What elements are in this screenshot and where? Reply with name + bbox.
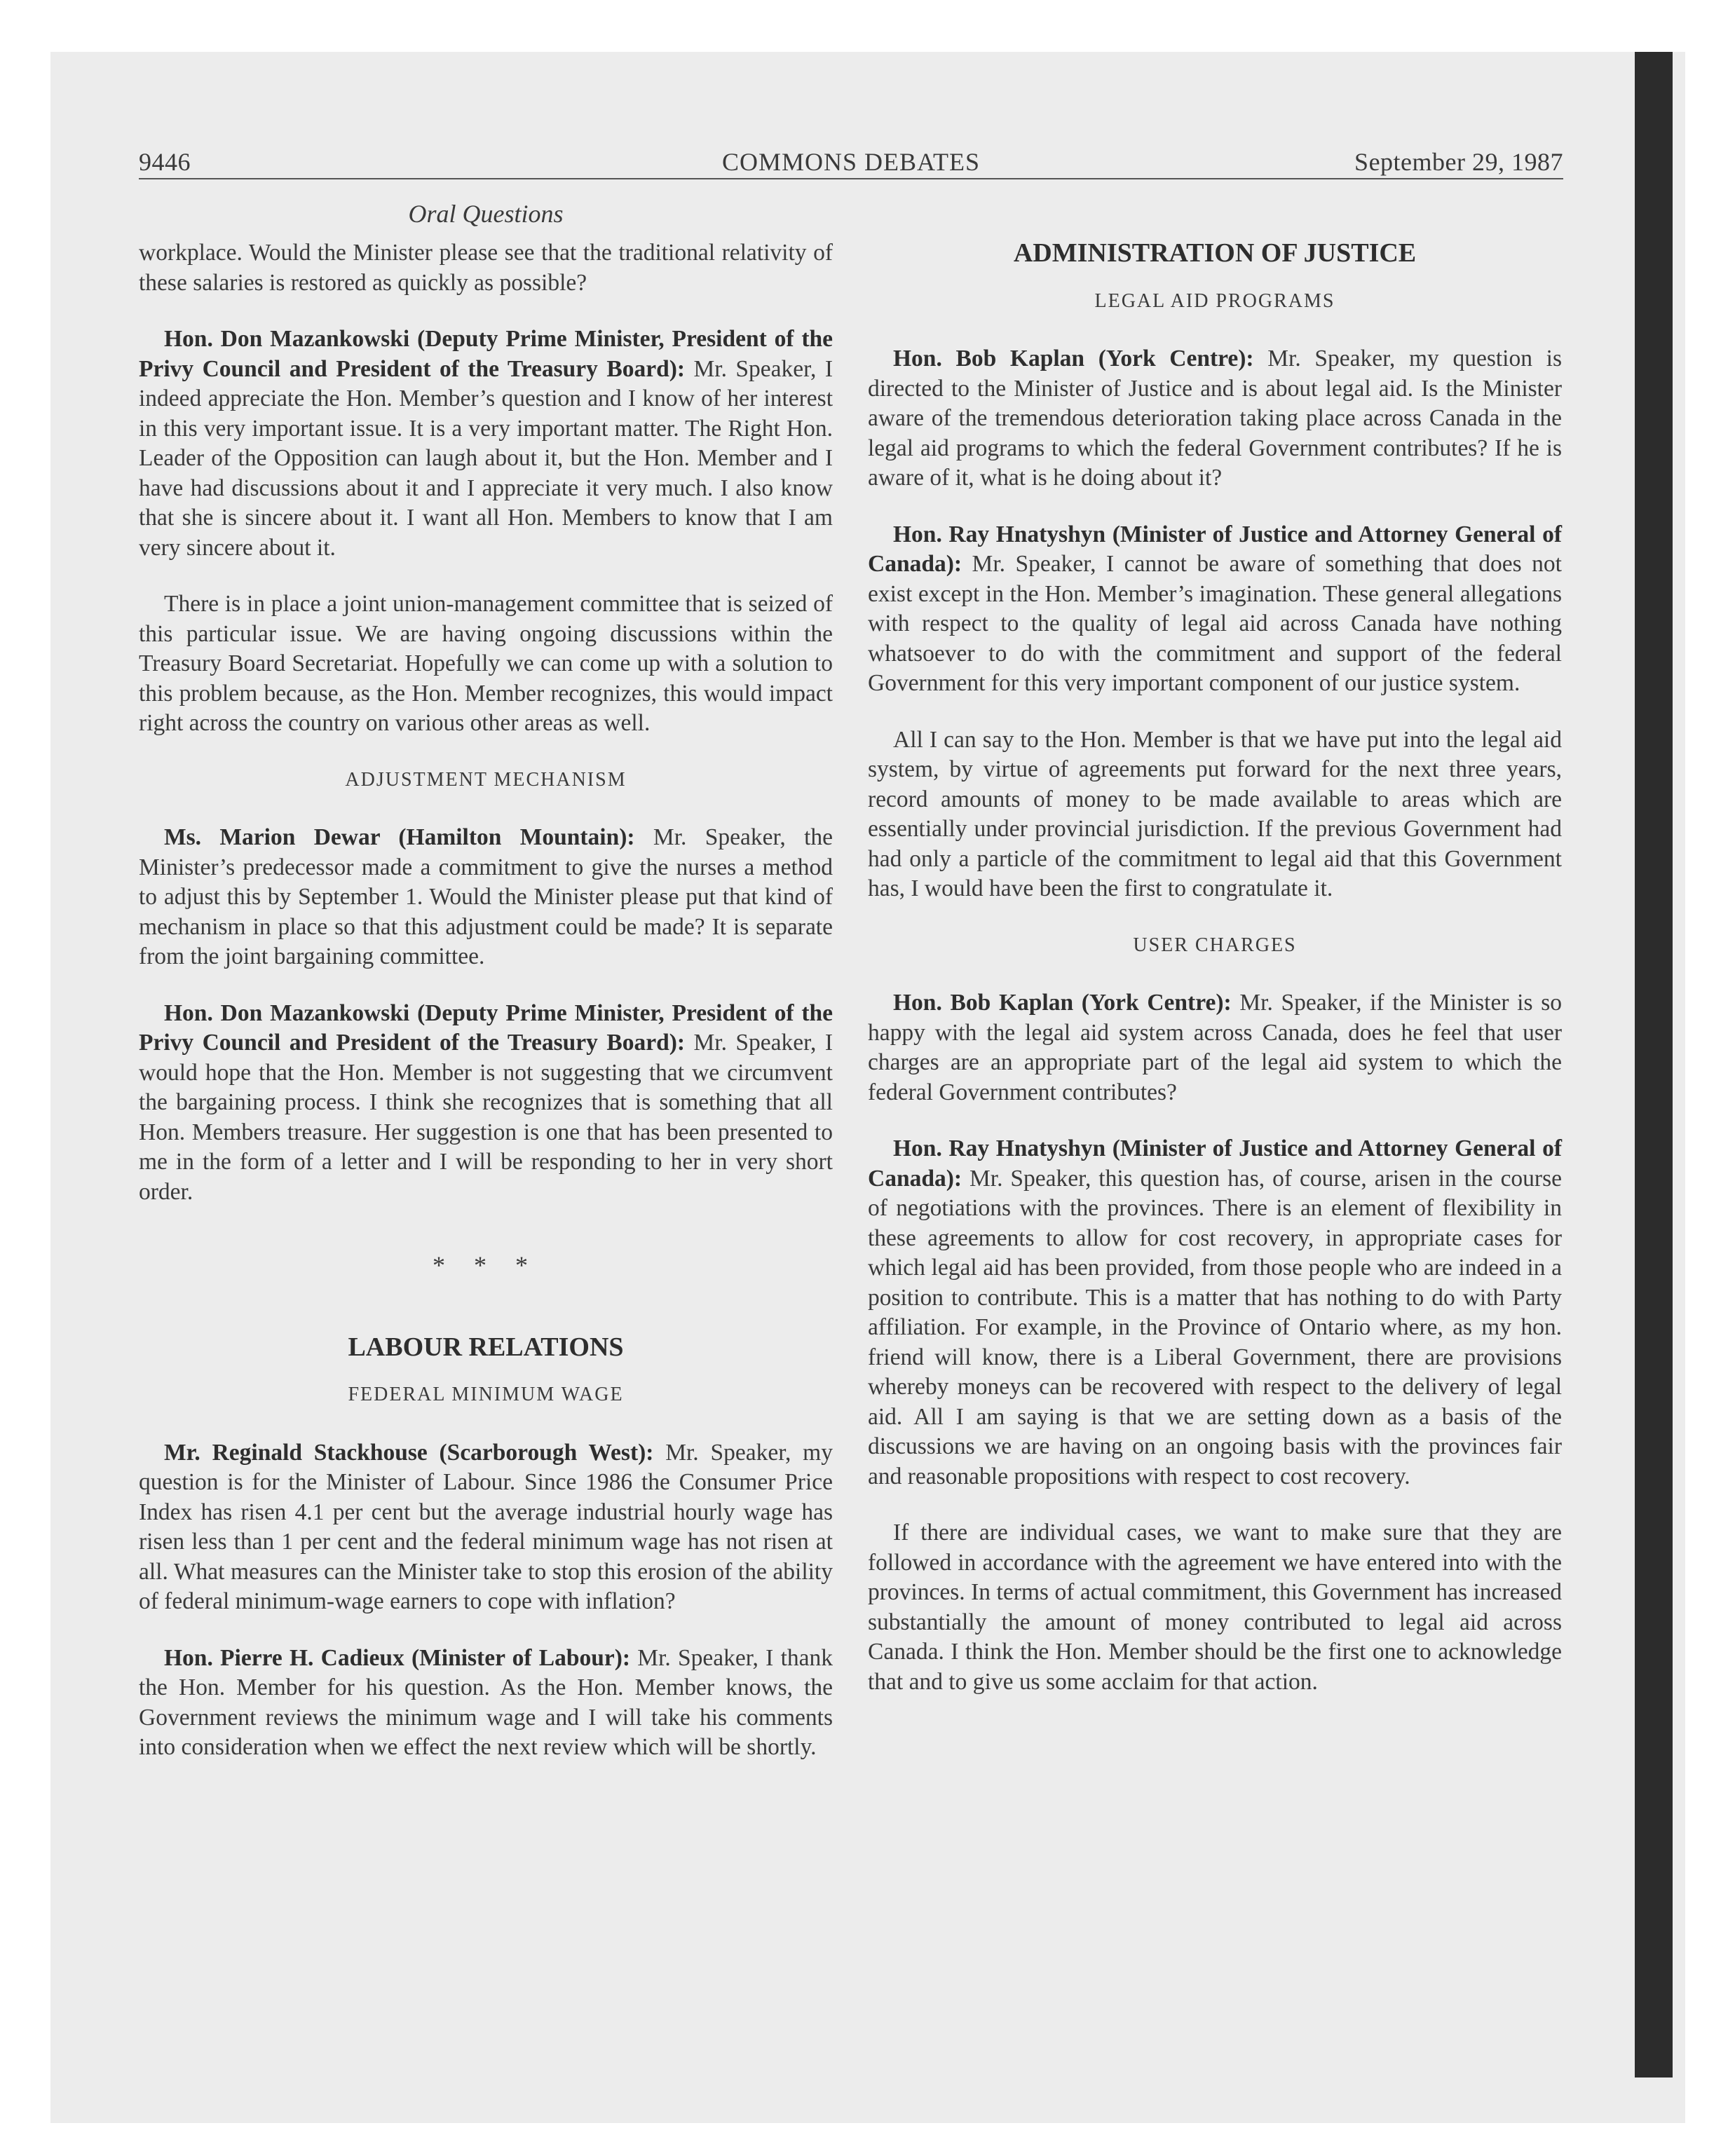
running-header	[139, 147, 1563, 182]
page-number: 9446	[139, 148, 191, 176]
publication-date: September 29, 1987	[1354, 148, 1563, 176]
publication-title: COMMONS DEBATES	[721, 148, 981, 176]
speaker: Hon. Don Mazankowski (Deputy Prime Minister, President of the Privy Council and President of the Treasury Board):	[139, 999, 833, 1056]
paragraph: Hon. Don Mazankowski (Deputy Prime Minister, President of the Privy Council and President of the Treasury Board): Mr. Speaker, I would hope that the Hon. Member is not suggesting that we circumvent the bargaining process. I think she recognizes that is something that all Hon. Members treasure. Her suggestion is one that has been presented to me in the form of a letter and I will be responding to her in very short order.	[139, 999, 833, 1205]
paragraph: Hon. Ray Hnatyshyn (Minister of Justice and Attorney General of Canada): Mr. Speaker, this question has, of course, arisen in the course of negotiations with the provinces. There is an element of flexibility in these agreements to allow for cost recovery, in appropriate cases for which legal aid has been provided, from those people who are indeed in a position to contribute. This is a matter that has nothing to do with Party affiliation. For example, in the Province of Ontario where, as my hon. friend will know, there is a Liberal Government, there are provisions whereby moneys can be recovered with respect to the delivery of legal aid. All I am saying is that we are setting down as a basis of the discussions we are having on an ongoing basis with the provinces fair and reasonable propositions with respect to cost recovery.	[868, 1135, 1562, 1489]
scan-edge-bar	[1635, 52, 1673, 2077]
paragraph: There is in place a joint union-management committee that is seized of this particular issue. We are having ongoing discussions within the Treasury Board Secretariat. Hopefully we can come up with a solution to this problem because, as the Hon. Member recognizes, this would impact right across the country on various other areas as well.	[139, 591, 833, 736]
left-column	[139, 238, 833, 1789]
section-label: Oral Questions	[408, 200, 564, 228]
section-separator: * * *	[433, 1251, 539, 1279]
speaker: Hon. Ray Hnatyshyn (Minister of Justice and Attorney General of Canada):	[868, 1135, 1562, 1192]
section-heading: ADMINISTRATION OF JUSTICE	[1013, 238, 1417, 268]
speaker: Hon. Bob Kaplan (York Centre):	[893, 990, 1232, 1016]
paragraph: Ms. Marion Dewar (Hamilton Mountain): Mr. Speaker, the Minister’s predecessor made a commitment to give the nurses a method to adjust this by September 1. Would the Minister please put that kind of mechanism in place so that this adjustment could be made? It is separate from the joint bargaining committee.	[139, 824, 833, 969]
paragraph: Hon. Ray Hnatyshyn (Minister of Justice and Attorney General of Canada): Mr. Speaker, I cannot be aware of something that does not exist except in the Hon. Member’s imagination. These general allegations with respect to the quality of legal aid across Canada have nothing whatsoever to do with the commitment and support of the federal Government for this very important component of our justice system.	[868, 521, 1562, 696]
speaker: Ms. Marion Dewar (Hamilton Mountain):	[164, 824, 635, 850]
right-column	[868, 238, 1562, 1724]
paragraph: workplace. Would the Minister please see that the traditional relativity of these salaries is restored as quickly as possible?	[139, 240, 833, 296]
paragraph: All I can say to the Hon. Member is that we have put into the legal aid system, by virtue of agreements put forward for the next three years, record amounts of money to be made available to areas which are essentially under provincial jurisdiction. If the previous Government had had only a particle of the commitment to legal aid that this Government has, I would have been the first to congratulate it.	[868, 726, 1562, 901]
header-rule	[139, 178, 1563, 179]
speaker: Hon. Ray Hnatyshyn (Minister of Justice and Attorney General of Canada):	[868, 521, 1562, 577]
subheading: LEGAL AID PROGRAMS	[1094, 289, 1335, 312]
speaker: Hon. Pierre H. Cadieux (Minister of Labour):	[164, 1644, 631, 1671]
paragraph: Hon. Bob Kaplan (York Centre): Mr. Speaker, if the Minister is so happy with the legal aid system across Canada, does he feel that user charges are an appropriate part of the legal aid system to which the federal Government contributes?	[868, 990, 1563, 1105]
paragraph: Hon. Don Mazankowski (Deputy Prime Minister, President of the Privy Council and President of the Treasury Board): Mr. Speaker, I indeed appreciate the Hon. Member’s question and I know of her interest in this very important issue. It is a very important matter. The Right Hon. Leader of the Opposition can laugh about it, but the Hon. Member and I have had discussions about it and I appreciate it very much. I also know that she is sincere about it. I want all Hon. Members to know that I am very sincere about it.	[139, 326, 833, 561]
speaker: Mr. Reginald Stackhouse (Scarborough West):	[164, 1439, 654, 1466]
subheading: USER CHARGES	[1133, 934, 1297, 956]
section-heading: LABOUR RELATIONS	[348, 1332, 624, 1362]
speaker: Hon. Bob Kaplan (York Centre):	[893, 346, 1254, 371]
paragraph: Hon. Pierre H. Cadieux (Minister of Labour): Mr. Speaker, I thank the Hon. Member for his question. As the Hon. Member knows, the Government reviews the minimum wage and I will take his comments into consideration when we effect the next review which will be shortly.	[139, 1644, 833, 1760]
speaker: Hon. Don Mazankowski (Deputy Prime Minister, President of the Privy Council and President of the Treasury Board):	[139, 326, 833, 382]
paragraph: Mr. Reginald Stackhouse (Scarborough West): Mr. Speaker, my question is for the Minister of Labour. Since 1986 the Consumer Price Index has risen 4.1 per cent but the average industrial hourly wage has risen less than 1 per cent and the federal minimum wage has not risen at all. What measures can the Minister take to stop this erosion of the ability of federal minimum-wage earners to cope with inflation?	[139, 1439, 833, 1614]
paragraph: Hon. Bob Kaplan (York Centre): Mr. Speaker, my question is directed to the Minister of Justice and is about legal aid. Is the Minister aware of the tremendous deterioration taking place across Canada in the legal aid programs to which the federal Government contributes? If he is aware of it, what is he doing about it?	[868, 346, 1562, 491]
paragraph: If there are individual cases, we want to make sure that they are followed in accordance with the agreement we have entered into with the provinces. In terms of actual commitment, this Government has increased substantially the amount of money contributed to legal aid across Canada. I think the Hon. Member should be the first one to acknowledge that and to give us some acclaim for that action.	[868, 1520, 1562, 1695]
subheading: ADJUSTMENT MECHANISM	[345, 768, 627, 791]
subheading: FEDERAL MINIMUM WAGE	[348, 1384, 624, 1405]
